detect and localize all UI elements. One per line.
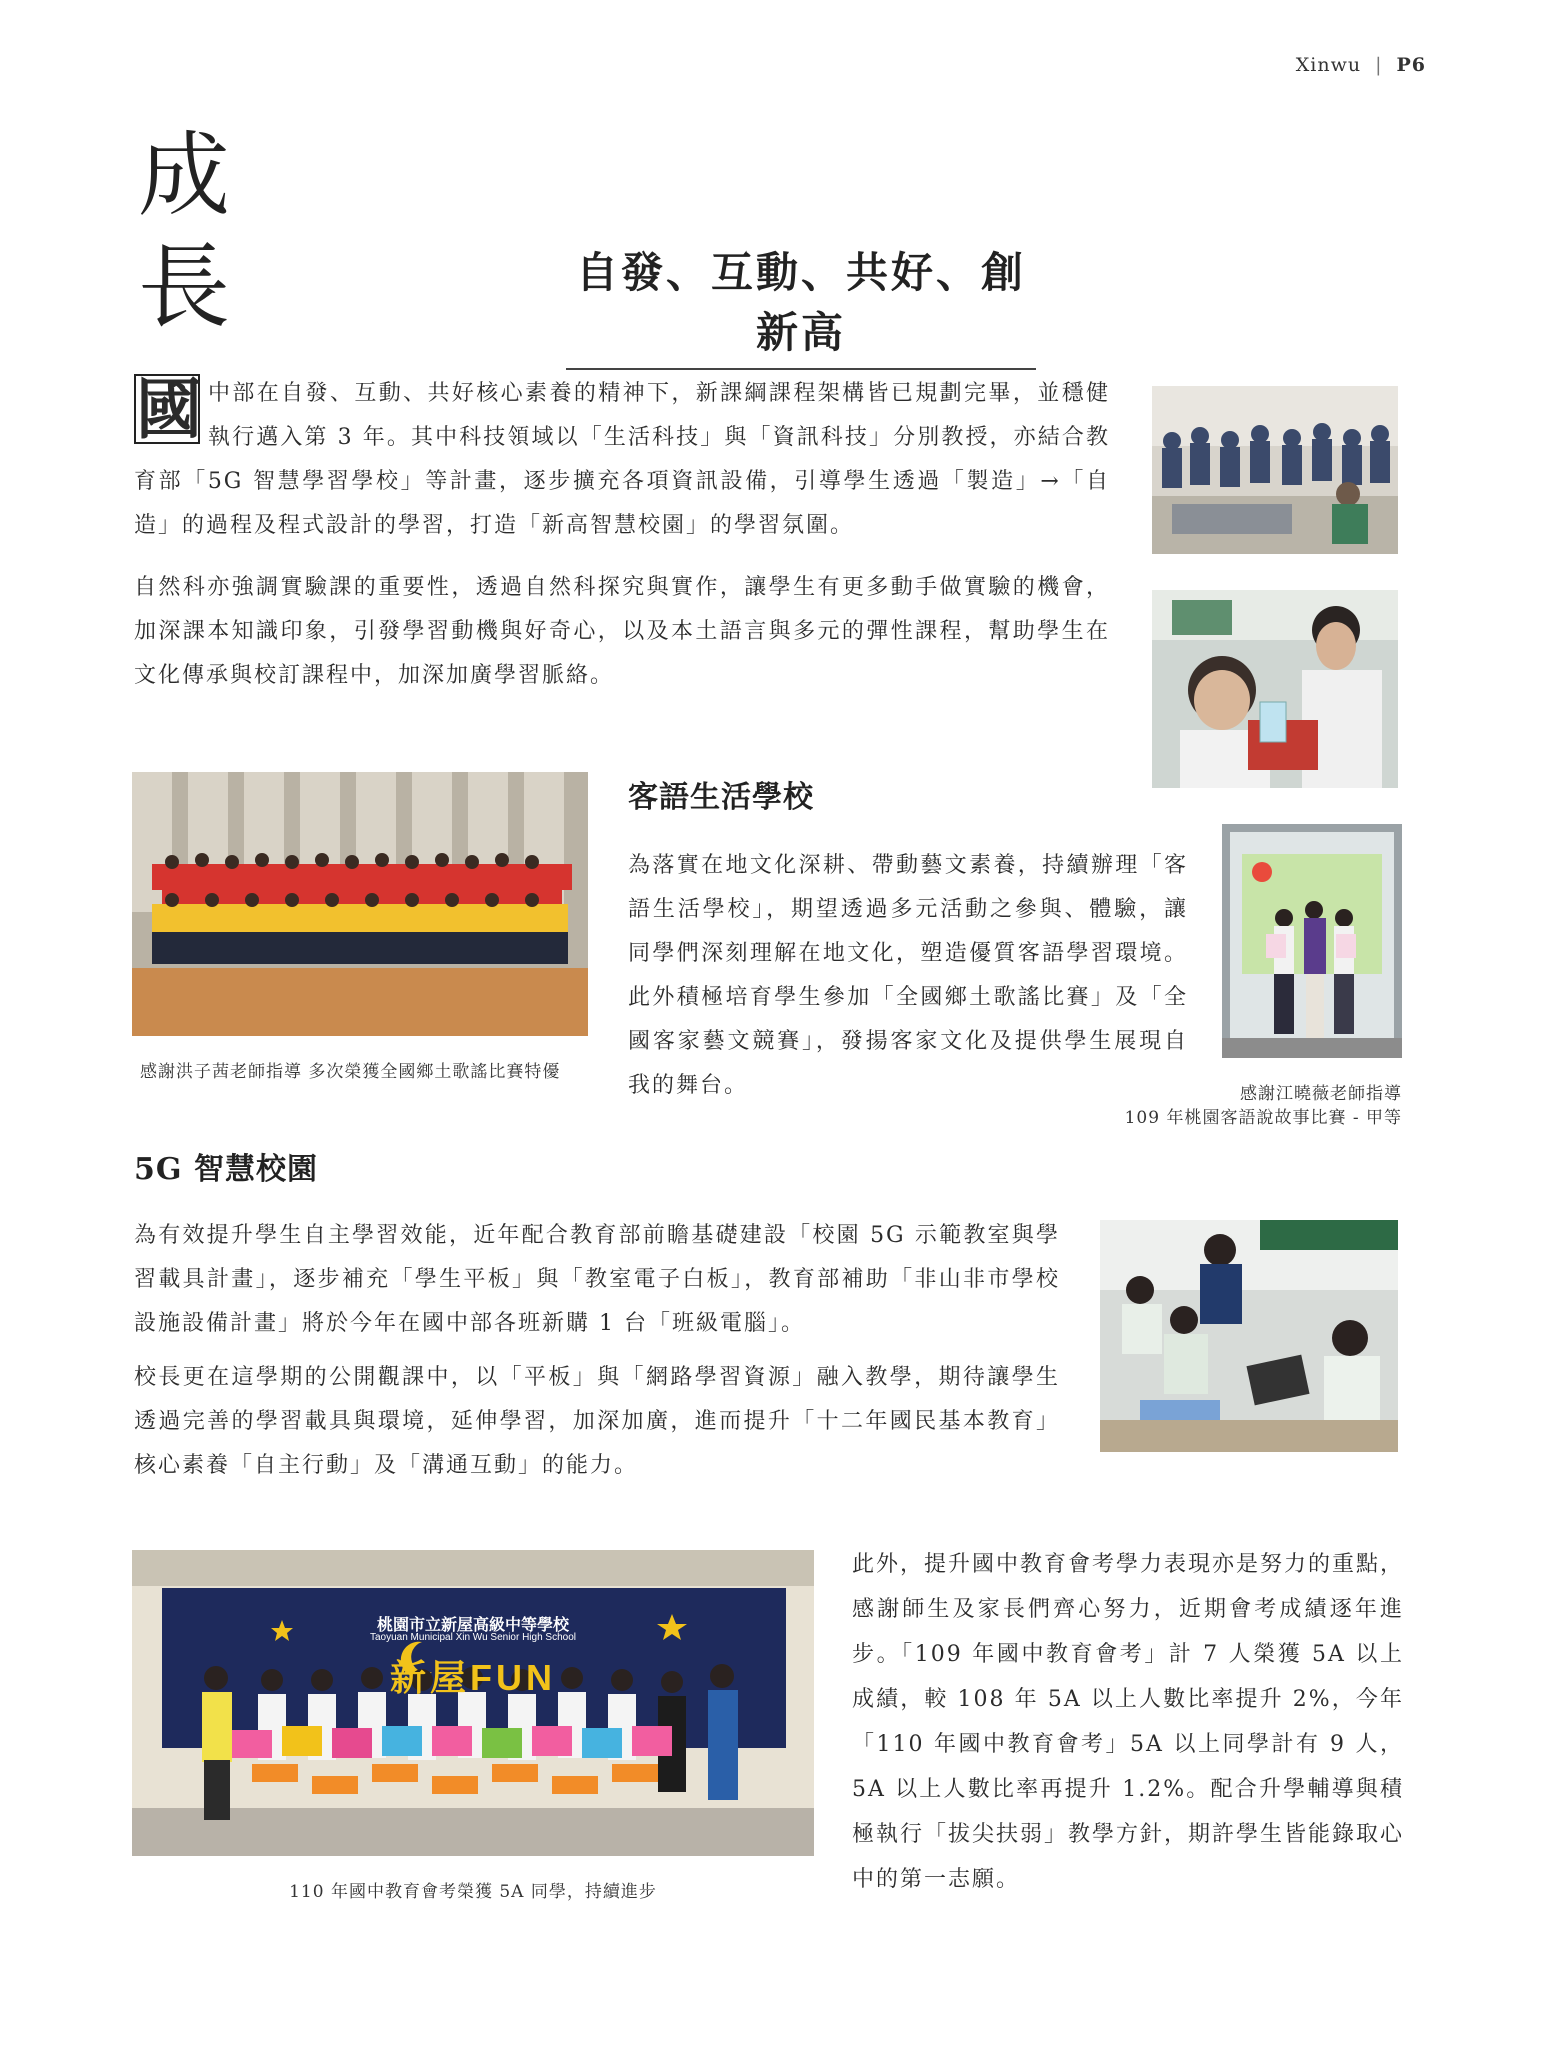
page-number: P6 — [1396, 54, 1426, 76]
caption-award-line-2: 109 年桃園客語說故事比賽 - 甲等 — [1124, 1108, 1402, 1128]
photo-5a-students — [132, 1550, 814, 1856]
header-separator: | — [1375, 54, 1383, 76]
hakka-body: 為落實在地文化深耕、帶動藝文素養，持續辦理「客語生活學校」，期望透過多元活動之參與、體驗，讓同學們深刻理解在地文化，塑造優質客語學習環境。此外積極培育學生參加「全國鄉土歌謠比賽」及「全國客家藝文競賽」，發揚客家文化及提供學生展現自我的舞台。 — [628, 853, 1188, 1098]
banner-school-name-en: Taoyuan Municipal Xin Wu Senior High School — [369, 1632, 577, 1643]
hakka-heading: 客語生活學校 — [628, 780, 814, 815]
banner-school-name: 桃園市立新屋高級中等學校 — [376, 1615, 569, 1634]
subtitle: 自發、互動、共好、創新高 — [566, 240, 1036, 370]
title-char-2: 長 — [138, 234, 231, 341]
caption-award-line-1: 感謝江曉薇老師指導 — [1240, 1084, 1402, 1104]
banner-slogan: 新屋FUN — [390, 1657, 556, 1698]
section-title — [138, 120, 248, 344]
brand-name: Xinwu — [1295, 54, 1362, 76]
caption-5a-students: 110 年國中教育會考榮獲 5A 同學，持續進步 — [289, 1882, 657, 1902]
title-char-1: 成 — [138, 122, 231, 229]
intro-paragraph-2: 自然科亦強調實驗課的重要性，透過自然科探究與實作，讓學生有更多動手做實驗的機會，加深課本知識印象，引發學習動機與好奇心，以及本土語言與多元的彈性課程，幫助學生在文化傳承與校訂課程中，加深加廣學習脈絡。 — [134, 575, 1110, 688]
photo-science-experiment — [1152, 590, 1398, 788]
intro-text-1: 中部在自發、互動、共好核心素養的精神下，新課綱課程架構皆已規劃完畢，並穩健執行邁入第 3 年。其中科技領域以「生活科技」與「資訊科技」分別教授，亦結合教育部「5G 智慧學習學校」等計畫，逐步擴充各項資訊設備，引導學生透過「製造」→「自造」的過程及程式設計的學習，打造「新高智慧校園」的學習氛圍。 — [134, 381, 1110, 538]
photo-hakka-award — [1222, 824, 1402, 1058]
photo-choir — [132, 772, 588, 1036]
drop-cap: 國 — [136, 370, 204, 448]
fiveg-paragraph-1: 為有效提升學生自主學習效能，近年配合教育部前瞻基礎建設「校園 5G 示範教室與學習載具計畫」，逐步補充「學生平板」與「教室電子白板」，教育部補助「非山非市學校設施設備計畫」將於今年在國中部各班新購 1 台「班級電腦」。 — [134, 1223, 1060, 1336]
page-header — [1296, 54, 1426, 76]
photo-tech-class-group — [1152, 386, 1398, 554]
caption-hakka-award — [1125, 1082, 1402, 1130]
exam-body: 此外，提升國中教育會考學力表現亦是努力的重點，感謝師生及家長們齊心努力，近期會考成績逐年進步。「109 年國中教育會考」計 7 人榮獲 5A 以上成績，較 108 年 5A 以上人數比率提升 2%，今年「110 年國中教育會考」5A 以上同學計有 9 人，5A 以上人數比率再提升 1.2%。配合升學輔導與積極執行「拔尖扶弱」教學方針，期許學生皆能錄取心中的第一志願。 — [852, 1552, 1405, 1892]
caption-choir: 感謝洪子茜老師指導 多次榮獲全國鄉土歌謠比賽特優 — [140, 1062, 561, 1082]
fiveg-heading: 5G 智慧校園 — [134, 1152, 318, 1187]
fiveg-paragraph-2: 校長更在這學期的公開觀課中，以「平板」與「網路學習資源」融入教學，期待讓學生透過完善的學習載具與環境，延伸學習，加深加廣，進而提升「十二年國民基本教育」核心素養「自主行動」及「溝通互動」的能力。 — [134, 1365, 1060, 1478]
photo-tablet-class — [1100, 1220, 1398, 1452]
intro-paragraph-1 — [134, 372, 1110, 548]
